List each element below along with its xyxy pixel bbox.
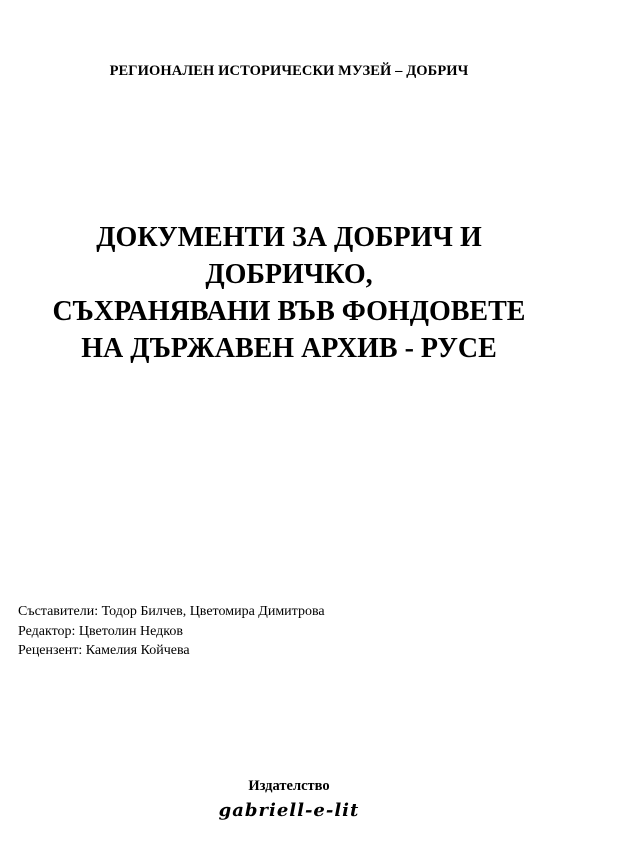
title-line-4: НА ДЪРЖАВЕН АРХИВ - РУСЕ — [81, 333, 497, 364]
publisher-label: Издателство — [248, 778, 330, 794]
credits-block — [18, 602, 325, 661]
editor-line: Редактор: Цветолин Недков — [18, 623, 183, 639]
title-line-2: ДОБРИЧКО, — [205, 259, 373, 290]
publisher-logo: gabriell-e-lit — [218, 800, 360, 821]
title-line-3: СЪХРАНЯВАНИ ВЪВ ФОНДОВЕТЕ — [52, 296, 526, 327]
document-title — [0, 219, 578, 367]
title-line-1: ДОКУМЕНТИ ЗА ДОБРИЧ И — [96, 222, 482, 253]
compilers-line: Съставители: Тодор Билчев, Цветомира Димитрова — [18, 604, 325, 619]
reviewer-line: Рецензент: Камелия Койчева — [18, 643, 190, 658]
institution-heading: РЕГИОНАЛЕН ИСТОРИЧЕСКИ МУЗЕЙ – ДОБРИЧ — [109, 63, 469, 79]
